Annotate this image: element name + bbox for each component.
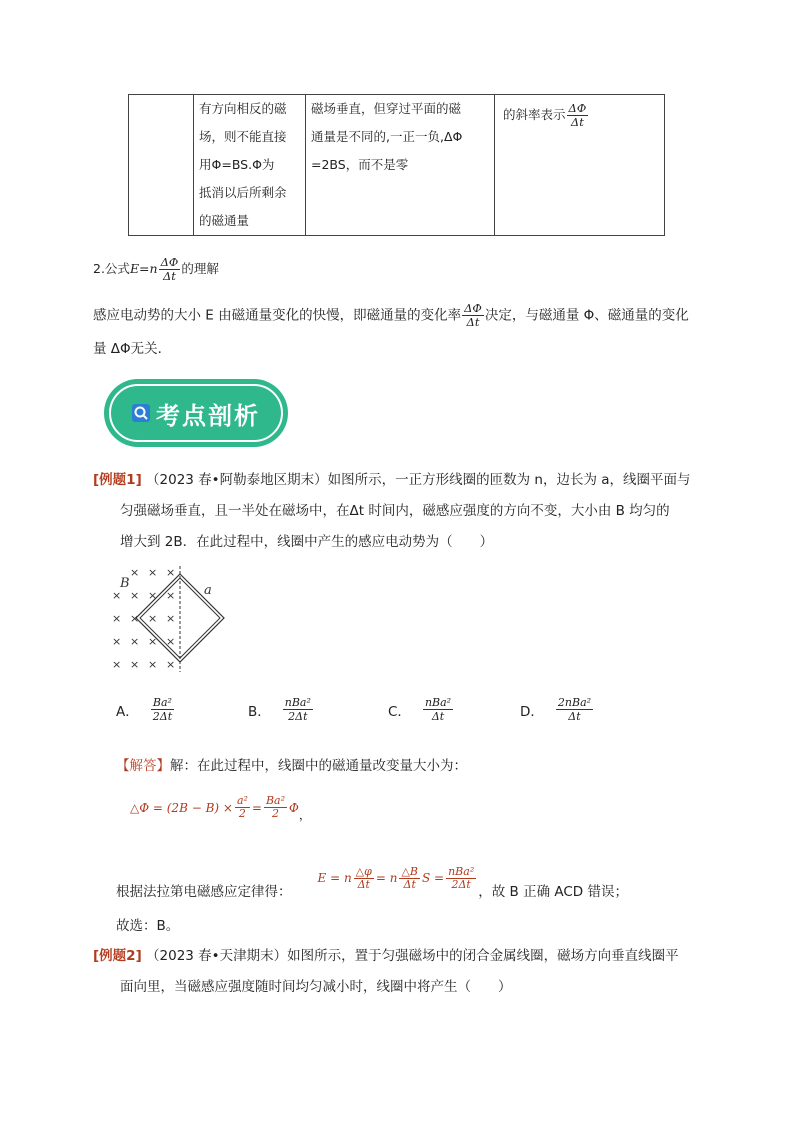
example-text: 增大到 2B．在此过程中，线圈中产生的感应电动势为（ ） xyxy=(120,534,494,550)
answer-text: ，故 B 正确 ACD 错误； xyxy=(478,884,628,900)
equation-2 xyxy=(318,866,479,891)
field-cross: × xyxy=(112,635,122,648)
eq-fraction xyxy=(446,866,476,891)
frac-den: Δt xyxy=(570,115,584,129)
frac-num: nBa² xyxy=(284,696,311,709)
table-cell-empty xyxy=(129,95,194,236)
search-icon xyxy=(132,404,150,422)
field-cross: × xyxy=(166,566,176,579)
option-fraction xyxy=(283,696,313,723)
field-cross: × xyxy=(148,658,158,671)
answer-text: 根据法拉第电磁感应定律得： xyxy=(116,884,292,900)
cell-line: 场，则不能直接 xyxy=(199,129,287,144)
example-text: 面向里，当磁感应强度随时间均匀减小时，线圈中将产生（ ） xyxy=(120,979,512,995)
eq-text: = xyxy=(251,800,262,815)
frac-den: Δt xyxy=(403,877,416,891)
field-cross: × xyxy=(166,635,176,648)
formula-lhs: E=n xyxy=(129,261,158,276)
frac-den: 2 xyxy=(238,807,246,820)
example-text: 匀强磁场垂直，且一半处在磁场中，在Δt 时间内，磁感应强度的方向不变，大小由 B 均匀的 xyxy=(120,503,670,519)
frac-num: 2nBa² xyxy=(557,696,592,709)
eq-text: = n xyxy=(375,871,398,885)
eq-text: Φ xyxy=(289,800,299,815)
option-b[interactable] xyxy=(248,696,314,723)
field-cross: × xyxy=(148,635,158,648)
explanation-paragraph xyxy=(93,302,713,357)
label-a: a xyxy=(204,583,212,598)
para-text: 决定，与磁通量 Φ、磁通量的变化 xyxy=(484,307,689,324)
frac-num: ΔΦ xyxy=(568,101,587,115)
example-tag: [例题1] xyxy=(93,472,142,488)
formula-fraction xyxy=(159,256,181,283)
frac-num: △φ xyxy=(355,864,372,878)
frac-den: 2 xyxy=(272,807,279,820)
cell-line: 抵消以后所剩余 xyxy=(199,185,287,200)
cell-line: 有方向相反的磁 xyxy=(199,101,287,116)
frac-den: Δt xyxy=(162,269,176,283)
section-badge xyxy=(104,379,288,447)
badge-inner xyxy=(109,384,283,442)
para-text: 量 ΔΦ无关． xyxy=(93,341,172,357)
example-text: （2023 春•天津期末）如图所示，置于匀强磁场中的闭合金属线圈，磁场方向垂直线圈平 xyxy=(146,948,679,964)
cell-line: 用Φ=BS.Φ为 xyxy=(199,157,275,172)
option-letter: B． xyxy=(248,703,271,720)
equation-1 xyxy=(130,792,311,823)
field-cross: × xyxy=(112,589,122,602)
option-letter: D． xyxy=(520,703,544,720)
example-2 xyxy=(93,944,679,964)
answer-intro xyxy=(116,754,467,774)
eq-text: ， xyxy=(298,808,311,822)
frac-num: ΔΦ xyxy=(464,301,482,315)
field-cross: × xyxy=(112,612,122,625)
frac-num: nBa² xyxy=(448,864,475,878)
frac-num: nBa² xyxy=(424,696,452,709)
frac-den: 2Δt xyxy=(152,710,173,723)
eq-fraction xyxy=(264,795,287,820)
eq-text: S = xyxy=(422,871,445,885)
answer-tag: 【解答】 xyxy=(116,758,170,774)
magnetic-field-figure xyxy=(108,562,238,674)
field-cross: × xyxy=(130,612,140,625)
badge-title: 考点剖析 xyxy=(156,401,260,430)
frac-num: ΔΦ xyxy=(160,255,179,269)
example-text: （2023 春•阿勒泰地区期末）如图所示，一正方形线圈的匝数为 n，边长为 a，线圈平面与 xyxy=(146,472,691,488)
field-cross: × xyxy=(148,589,158,602)
option-fraction xyxy=(423,696,453,723)
field-cross: × xyxy=(130,658,140,671)
label-b: B xyxy=(120,576,130,591)
frac-num: Ba² xyxy=(265,794,286,807)
field-cross: × xyxy=(130,566,140,579)
option-letter: C． xyxy=(388,703,411,720)
field-cross: × xyxy=(130,589,140,602)
faraday-law-line xyxy=(116,856,628,900)
option-c[interactable] xyxy=(388,696,454,723)
field-cross: × xyxy=(166,658,176,671)
cell-line: 通量是不同的,一正一负,ΔΦ xyxy=(311,129,463,144)
frac-num: Ba² xyxy=(152,696,172,709)
heading-suffix: 的理解 xyxy=(181,261,219,276)
cell-text: 的斜率表示 xyxy=(503,107,566,122)
option-letter: A． xyxy=(116,703,139,720)
example-1 xyxy=(93,468,691,488)
field-cross: × xyxy=(148,566,158,579)
rate-fraction xyxy=(462,302,484,329)
para-text: 感应电动势的大小 E 由磁通量变化的快慢，即磁通量的变化率 xyxy=(93,307,462,324)
eq-fraction xyxy=(235,795,250,820)
cell-line: 磁场垂直，但穿过平面的磁 xyxy=(311,101,462,116)
frac-den: 2Δt xyxy=(288,710,308,723)
example-tag: [例题2] xyxy=(93,948,142,964)
answer-choice: 故选：B。 xyxy=(116,918,180,934)
table-cell-col2 xyxy=(194,95,306,236)
field-cross: × xyxy=(112,658,122,671)
heading-prefix: 2.公式 xyxy=(93,261,130,276)
eq-text: △Φ = (2B − B) × xyxy=(130,800,233,815)
table-cell-col3 xyxy=(306,95,495,236)
field-cross: × xyxy=(166,612,176,625)
frac-den: Δt xyxy=(431,710,445,723)
field-cross: × xyxy=(130,635,140,648)
section-2-heading xyxy=(93,256,219,283)
cell-line: =2BS，而不是零 xyxy=(311,157,409,172)
table-cell-col4 xyxy=(495,95,665,236)
comparison-table xyxy=(128,94,665,236)
field-cross: × xyxy=(148,612,158,625)
eq-fraction xyxy=(354,866,374,891)
frac-num: a² xyxy=(236,794,248,807)
frac-den: Δt xyxy=(568,710,581,723)
option-fraction xyxy=(556,696,593,723)
answer-text: 解：在此过程中，线圈中的磁通量改变量大小为： xyxy=(170,758,467,774)
field-cross: × xyxy=(166,589,176,602)
option-a[interactable] xyxy=(116,696,175,723)
cell-line: 的磁通量 xyxy=(199,213,250,228)
frac-den: 2Δt xyxy=(451,877,471,891)
eq-text: E = n xyxy=(317,871,352,885)
eq-fraction xyxy=(399,866,420,891)
slope-fraction xyxy=(567,102,589,129)
frac-num: △B xyxy=(401,864,418,878)
frac-den: Δt xyxy=(466,315,480,329)
option-fraction xyxy=(151,696,174,723)
option-d[interactable] xyxy=(520,696,594,723)
frac-den: Δt xyxy=(357,877,370,891)
